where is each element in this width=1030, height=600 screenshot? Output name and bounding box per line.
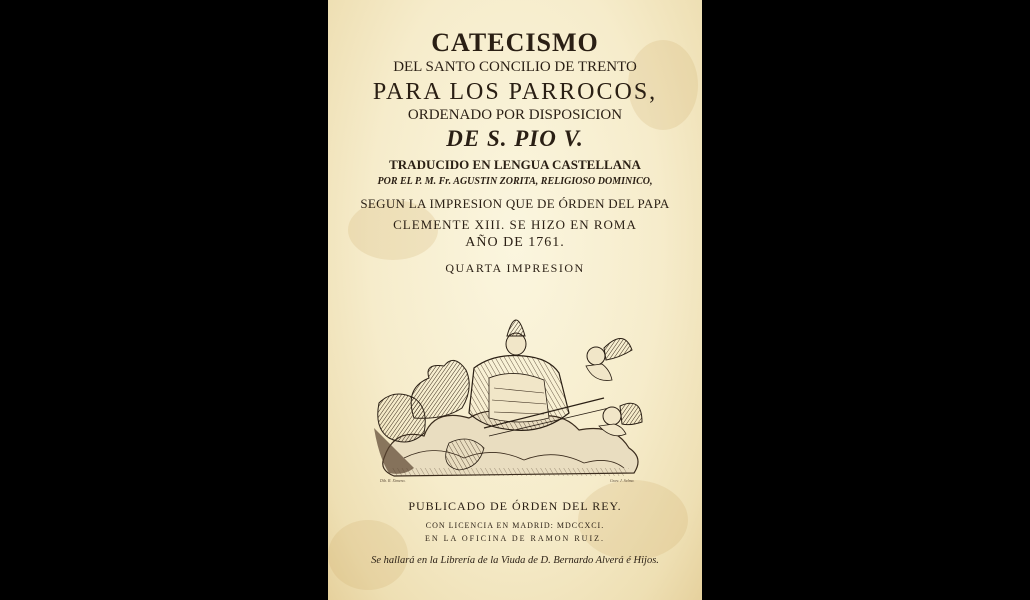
title-parrocos: PARA LOS PARROCOS, [372,79,658,105]
title-clemente: CLEMENTE XIII. SE HIZO EN ROMA [393,217,637,232]
licencia-line: CON LICENCIA EN MADRID: MDCCXCI. [425,521,605,530]
engraving-signature-right: Grav. J. Selma. [610,478,635,483]
engraving-signature-left: Dib. R. Ximeno. [380,478,406,483]
publicado-line: PUBLICADO DE ÓRDEN DEL REY. [408,499,622,513]
title-traducido: TRADUCIDO EN LENGUA CASTELLANA [389,157,641,172]
title-catecismo: CATECISMO [431,28,599,57]
title-ano: AÑO DE 1761. [465,235,565,250]
engraving-pope-enthroned [374,308,664,483]
libreria-line: Se hallará en la Librería de la Viuda de D. Bernardo Alverá é Hijos. [371,555,659,566]
title-pio: DE S. PIO V. [446,126,584,151]
title-zorita: POR EL P. M. Fr. AGUSTIN ZORITA, RELIGIOSO DOMINICO, [377,176,653,187]
title-page [328,0,702,600]
title-segun: SEGUN LA IMPRESION QUE DE ÓRDEN DEL PAPA [360,196,670,211]
title-quarta: QUARTA IMPRESION [445,261,585,275]
title-ordenado: ORDENADO POR DISPOSICION [407,107,623,123]
oficina-line: EN LA OFICINA DE RAMON RUIZ. [425,534,605,543]
title-concilio: DEL SANTO CONCILIO DE TRENTO [393,59,637,75]
